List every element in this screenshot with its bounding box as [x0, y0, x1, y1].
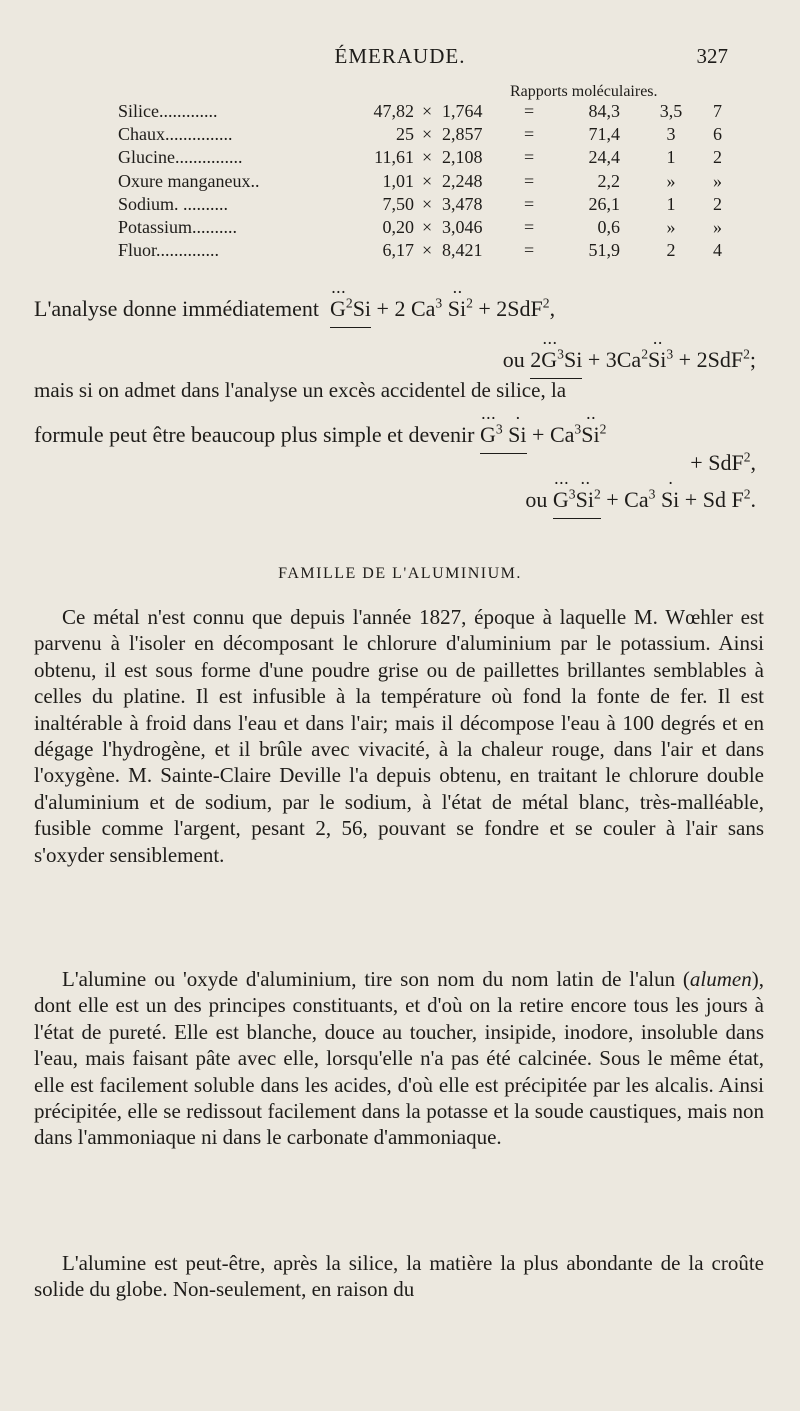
equals-sign: = — [524, 101, 535, 121]
formula-intro-text: L'analyse donne immédiatement — [34, 296, 319, 321]
product: 24,4 — [588, 147, 620, 168]
factor: 2,108 — [442, 147, 483, 168]
ratio-b: 7 — [713, 101, 722, 121]
formula-simple-text: formule peut être beaucoup plus simple et devenir — [34, 422, 475, 447]
formula-second: $2\cdot\cdot\cdot G^3Si + 3Ca^2\cdot\cdot Si^3 + 2SdF^2$; — [530, 347, 756, 372]
formula-line-4 — [34, 422, 606, 448]
element-name: Glucine............... — [118, 147, 243, 168]
ratio-b: 6 — [713, 124, 722, 145]
factor: 2,857 — [442, 124, 483, 145]
product: 0,6 — [597, 216, 620, 237]
ratio-a: » — [666, 216, 676, 237]
factor: 2,248 — [442, 170, 483, 191]
formula-third-end: + SdF$^2$, — [690, 449, 756, 475]
paragraph-2-start: L'alumine ou 'oxyde d'aluminium, tire son nom du nom latin de l'alun ( — [62, 967, 690, 991]
formula-first: ··· $G^2Si + 2$ $Ca^3 \cdot\cdot Si^2 + 2SdF^2$, — [330, 296, 555, 321]
paragraph-2-end: ), dont elle est un des principes constituants, et d'où on la retire encore tous les jours à l'état de pureté. Elle est blanche, douce au toucher, insipide, inodore, insoluble dans l'eau, mais faisant pâte avec elle, lorsqu'elle n'a pas été calcinée. Sous le même état, elle est facilement soluble dans les acides, d'où elle est précipitée par les alcalis. Ainsi précipitée, elle se redissout facilement dans la potasse et la soude caustiques, mais non dans l'ammoniaque ni dans le carbonate d'ammoniaque. — [34, 967, 764, 1150]
analysis-row — [118, 147, 722, 170]
element-name: Silice............. — [118, 101, 218, 121]
analysis-row — [118, 101, 722, 124]
analysis-row — [118, 240, 722, 263]
ratio-b: » — [713, 170, 722, 191]
ratio-a: 3,5 — [659, 101, 683, 121]
ratio-a: 1 — [666, 147, 676, 168]
paragraph-3: L'alumine est peut-être, après la silice, la matière la plus abondante de la croûte solide du globe. Non-seulement, en raison du — [34, 1251, 764, 1302]
paragraph-1: Ce métal n'est connu que depuis l'année 1827, époque à laquelle M. Wœhler est parvenu à l'isoler en décomposant le chlorure d'aluminium par le potassium. Ainsi obtenu, il est sous forme d'une poudre grise ou de paillettes brillantes semblables à celles du platine. Il est infusible à la température où fond la fonte de fer. Il est inaltérable à froid dans l'eau et dans l'air; mais il décompose l'eau à 100 degrés et en dégage l'hydrogène, et il brûle avec vivacité, à la chaleur rouge, dans l'air et dans l'oxygène. M. Sainte-Claire Deville l'a depuis obtenu, en traitant le chlorure double d'aluminium et de sodium, par le sodium, à l'état de métal blanc, très-malléable, fusible comme l'argent, pesant 2, 56, pouvant se fondre et se couler à l'air sans s'oxyder sensiblement. — [34, 605, 764, 867]
equals-sign: = — [524, 193, 535, 214]
equals-sign: = — [524, 170, 535, 191]
element-name: Potassium.......... — [118, 216, 238, 237]
times-sign: × — [422, 124, 433, 145]
paragraph-alumine — [34, 966, 764, 1151]
ratio-a: 1 — [666, 193, 676, 214]
factor: 3,478 — [442, 193, 483, 214]
product: 2,2 — [597, 170, 620, 191]
formula-line-6 — [525, 487, 756, 513]
element-name: Fluor.............. — [118, 240, 220, 261]
factor: 8,421 — [442, 240, 483, 261]
ratio-a: » — [666, 170, 676, 191]
times-sign: × — [422, 170, 433, 191]
latin-word: alumen — [689, 967, 752, 991]
equals-sign: = — [524, 147, 535, 168]
analysis-table — [118, 101, 722, 263]
ratios-column-header: Rapports moléculaires. — [510, 83, 658, 100]
formula-line-2 — [503, 347, 756, 373]
percentage: 0,20 — [382, 216, 414, 237]
paragraph-abondance — [34, 1250, 764, 1303]
times-sign: × — [422, 101, 433, 121]
times-sign: × — [422, 147, 433, 168]
formula-third: ··· $G^3 \cdot Si + Ca^3\cdot\cdot Si^2$ — [480, 422, 606, 447]
running-head — [0, 44, 800, 74]
analysis-row — [118, 170, 722, 194]
ratio-a: 3 — [666, 124, 676, 145]
ratio-b: 2 — [713, 147, 722, 168]
times-sign: × — [422, 216, 433, 237]
ratio-b: » — [713, 216, 722, 237]
percentage: 6,17 — [382, 240, 414, 261]
analysis-row — [118, 124, 722, 147]
equals-sign: = — [524, 240, 535, 261]
formula-alt-prefix-2: ou — [525, 487, 548, 512]
equals-sign: = — [524, 124, 535, 145]
formula-line-3: mais si on admet dans l'analyse un excès accidentel de silice, la — [34, 378, 567, 402]
element-name: Sodium. .......... — [118, 193, 229, 214]
formula-line-1 — [34, 296, 555, 322]
product: 51,9 — [588, 240, 620, 261]
formula-line-5 — [690, 450, 756, 476]
ratio-b: 4 — [713, 240, 722, 261]
paragraph-2 — [34, 966, 764, 1151]
percentage: 7,50 — [382, 193, 414, 214]
ratio-b: 2 — [713, 193, 722, 214]
times-sign: × — [422, 240, 433, 261]
percentage: 47,82 — [373, 101, 414, 121]
factor: 1,764 — [442, 101, 483, 121]
formula-alt-prefix: ou — [502, 347, 525, 372]
analysis-row — [118, 216, 722, 240]
section-title: FAMILLE DE L'ALUMINIUM. — [278, 565, 522, 582]
paragraph-aluminium — [34, 604, 764, 868]
times-sign: × — [422, 193, 433, 214]
equals-sign: = — [524, 216, 535, 237]
element-name: Chaux............... — [118, 124, 233, 145]
ratio-a: 2 — [666, 240, 676, 261]
product: 26,1 — [588, 193, 620, 214]
running-title: ÉMERAUDE. — [334, 44, 466, 68]
percentage: 25 — [396, 124, 414, 145]
factor: 3,046 — [442, 216, 483, 237]
element-name: Oxure manganeux.. — [118, 170, 260, 191]
formula-fourth: ··· $G^3\cdot\cdot Si^2 + Ca^3 \cdot Si + Sd$ $F^2$. — [553, 487, 756, 512]
page-number: 327 — [696, 44, 728, 68]
product: 71,4 — [588, 124, 620, 145]
percentage: 11,61 — [374, 147, 414, 168]
product: 84,3 — [588, 101, 620, 121]
percentage: 1,01 — [382, 170, 414, 191]
analysis-row — [118, 193, 722, 217]
